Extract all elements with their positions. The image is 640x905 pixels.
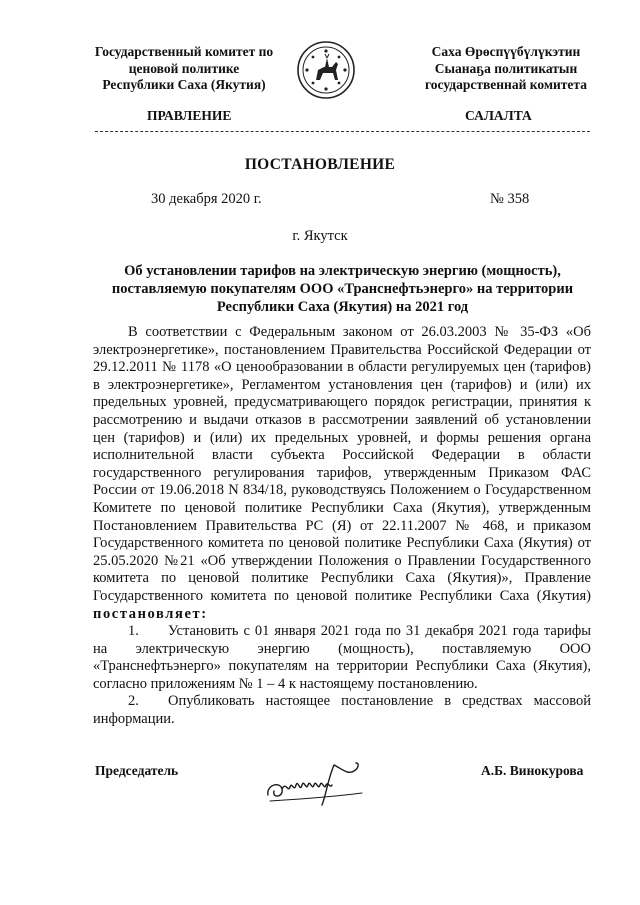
document-city: г. Якутск	[292, 228, 348, 244]
header-right-line: Сыанаҕа политикатын	[434, 60, 578, 76]
subject-line: поставляемую покупателям ООО «Транснефтьэнерго» на территории	[111, 281, 574, 297]
resolves-word: постановляет:	[93, 605, 208, 622]
coat-of-arms-emblem	[296, 40, 356, 100]
header-left-line: Республики Саха (Якутия)	[102, 77, 266, 92]
resolution-item	[93, 623, 591, 693]
item-number: 1.	[128, 623, 139, 640]
header-right-line: государственнай комитета	[425, 77, 587, 92]
header-right-line: Саха Өрөспүүбүлүкэтин	[431, 44, 581, 59]
header-left-line: ценовой политике	[128, 60, 240, 76]
subject-line: Республики Саха (Якутия) на 2021 год	[216, 299, 469, 315]
document-date: 30 декабря 2020 г.	[151, 191, 262, 207]
header-divider	[95, 131, 590, 132]
subject-line: Об установлении тарифов на электрическую энергию (мощность),	[124, 263, 561, 279]
header-right-subtitle: САЛАЛТА	[465, 108, 532, 123]
signatory-role: Председатель	[95, 763, 179, 778]
header-right-authority	[386, 44, 626, 94]
resolution-item	[93, 693, 591, 728]
preamble-paragraph	[93, 324, 591, 623]
document-subject	[95, 262, 590, 316]
item-number: 2.	[128, 693, 139, 710]
item-text: Опубликовать настоящее постановление в средствах массовой информации.	[93, 693, 591, 728]
document-body	[93, 324, 591, 729]
header-left-subtitle: ПРАВЛЕНИЕ	[147, 108, 232, 123]
header-left-authority	[64, 44, 304, 94]
item-text: Установить с 01 января 2021 года по 31 декабря 2021 года тарифы на электрическую энергию (мощность), поставляемую ООО «Транснефтьэнерго» покупателям на территории Республики Саха (Якутия), согласно приложениям № 1 – 4 к настоящему постановлению.	[93, 623, 591, 692]
document-number: № 358	[490, 191, 530, 207]
preamble-text: В соответствии с Федеральным законом от 26.03.2003 № 35-ФЗ «Об электроэнергетике», постановлением Правительства Российской Федерации от 29.12.2011 № 1178 «О ценообразовании в области регулируемых цен (тарифов) в электроэнергетике», Регламентом установления цен (тарифов) и (или) их предельных уровней, предусматривающего порядок регистрации, принятия к рассмотрению и выдачи отказов в рассмотрении заявлений об установлении цен (тарифов) и (или) их предельных уровней, и формы решения органа исполнительной власти субъекта Российской Федерации в области государственного регулирования тарифов, утвержденным Приказом ФАС России от 19.06.2018 N 834/18, руководствуясь Положением о Государственном Комитете по ценовой политике Республики Саха (Якутия), утвержденным Постановлением Правительства РС (Я) от 22.11.2007 № 468, и приказом Государственного комитета по ценовой политике Республики Саха (Якутия) от 25.05.2020 №21 «Об утверждении Положения о Правлении Государственного комитета по ценовой политике Республики Саха (Якутия)», Правление Государственного комитета по ценовой политике Республики Саха (Якутия)	[93, 324, 591, 604]
header-left-line: Государственный комитет по	[94, 44, 274, 59]
document-title: ПОСТАНОВЛЕНИЕ	[244, 156, 396, 173]
handwritten-signature	[262, 755, 382, 815]
signatory-name: А.Б. Винокурова	[481, 763, 584, 778]
